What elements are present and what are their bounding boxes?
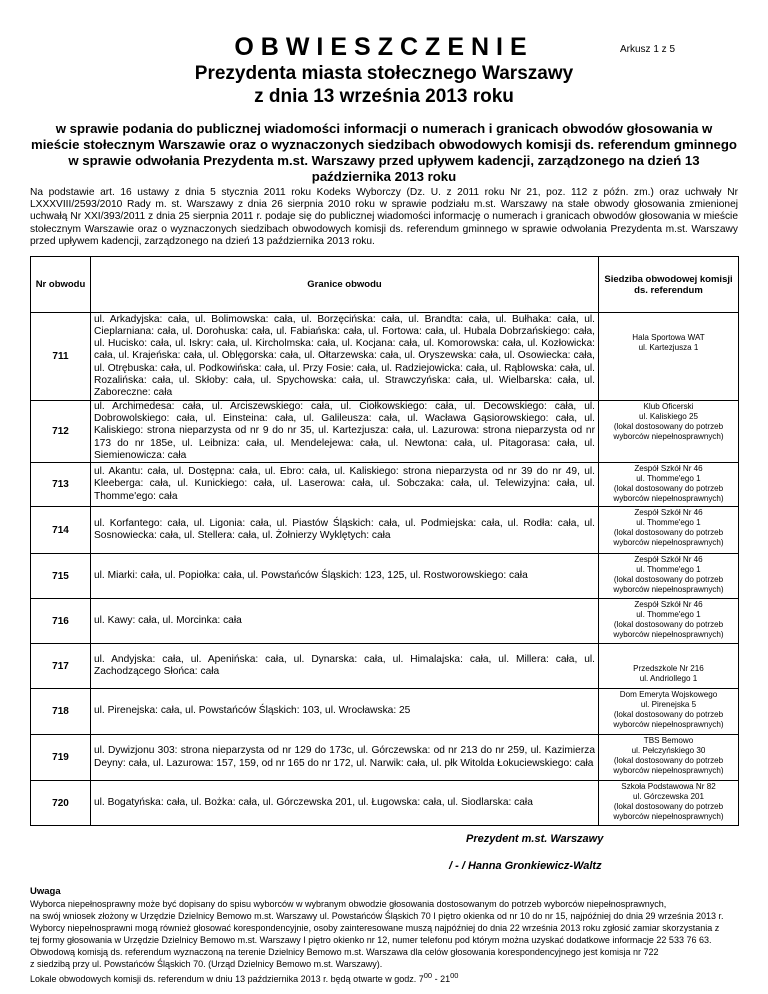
- commission-seat-line: ul. Kartezjusza 1: [638, 343, 699, 352]
- district-number: 717: [31, 644, 91, 689]
- commission-seat: [599, 463, 739, 507]
- table-row: [31, 463, 739, 507]
- commission-seat: [599, 644, 739, 689]
- sheet-number: Arkusz 1 z 5: [620, 44, 676, 55]
- note-line: tej formy głosowania w Urzędzie Dzielnicy Bemowo m.st. Warszawy I piętro okienko nr 12, numer telefonu pod którym można uzyskać dodatkowe informacje 22 533 76 63.: [30, 935, 712, 945]
- note-line: Wyborca niepełnosprawny może być dopisany do spisu wyborców w wybranym obwodzie głosowania dostosowanym do potrzeb wyborców niepełnosprawnych,: [30, 899, 667, 909]
- subtitle-line-2: z dnia 13 września 2013 roku: [254, 86, 514, 107]
- table-row: [31, 401, 739, 463]
- document-heading: w sprawie podania do publicznej wiadomości informacji o numerach i granicach obwodów głosowania w mieście stołecznym Warszawie oraz o wyznaczonych siedzibach obwodowych komisji ds. referendum gminnego w sprawie odwołania Prezydenta m.st. Warszawy przed upływem kadencji, zarządzonego na dzień 13 października 2013 roku: [31, 121, 737, 184]
- commission-seat-line: ul. Thomme'ego 1: [636, 518, 701, 528]
- legal-basis-paragraph: Na podstawie art. 16 ustawy z dnia 5 stycznia 2011 roku Kodeks Wyborczy (Dz. U. z 2011 roku Nr 21, poz. 112 z późn. zm.) oraz uchwały Nr LXXXVIII/2593/2010 Rady m. st. Warszawy z dnia 26 sierpnia 2010 roku w sprawie podziału m.st. Warszawy na stałe obwody głosowania zmienionej uchwałą Nr XXI/393/2011 z dnia 25 sierpnia 2011 r. podaje się do publicznej wiadomości informację o numerach i granicach obwodów głosowania w mieście stołecznym Warszawie oraz o wyznaczonych siedzibach obwodowych komisji ds. referendum gminnego w sprawie odwołania Prezydenta m.st. Warszawy przed upływem kadencji, zarządzonego na dzień 13 października 2013 roku.: [30, 187, 738, 247]
- table-row: [31, 313, 739, 401]
- note-line: Obwodową komisją ds. referendum wyznaczoną na terenie Dzielnicy Bemowo m.st. Warszawa dla celów głosowania korespondencyjnego jest komisja nr 722: [30, 947, 659, 957]
- district-number: 714: [31, 507, 91, 554]
- commission-seat-line: Zespół Szkół Nr 46: [634, 464, 703, 474]
- district-boundaries: ul. Pirenejska: cała, ul. Powstańców Śląskich: 103, ul. Wrocławska: 25: [91, 689, 599, 735]
- commission-seat: [599, 313, 739, 401]
- district-boundaries: ul. Kawy: cała, ul. Morcinka: cała: [91, 599, 599, 644]
- table-row: [31, 781, 739, 826]
- commission-seat: [599, 401, 739, 463]
- commission-seat-line: ul. Andriollego 1: [639, 674, 698, 684]
- district-number: 712: [31, 401, 91, 463]
- district-number: 718: [31, 689, 91, 735]
- district-number: 713: [31, 463, 91, 507]
- district-boundaries: ul. Korfantego: cała, ul. Ligonia: cała, ul. Piastów Śląskich: cała, ul. Podmiejska: cała, ul. Rodła: cała, ul. Sosnowiecka: cała, ul. Stellera: cała, ul. Żołnierzy Wyklętych: cała: [91, 507, 599, 554]
- district-number: 715: [31, 554, 91, 599]
- commission-seat-line: ul. Pirenejska 5: [640, 700, 697, 710]
- district-boundaries: ul. Miarki: cała, ul. Popiołka: cała, ul. Powstańców Śląskich: 123, 125, ul. Rostworowskiego: cała: [91, 554, 599, 599]
- table-row: [31, 554, 739, 599]
- commission-seat-line: (lokal dostosowany do potrzeb: [613, 575, 724, 585]
- commission-seat-line: wyborców niepełnosprawnych): [613, 720, 724, 730]
- note-line: na swój wniosek złożony w Urzędzie Dzielnicy Bemowo m.st. Warszawy ul. Powstańców Śląskich 70 I piętro okienka od nr 10 do nr 15, najpóźniej do dnia 29 września 2013 r.: [30, 911, 724, 921]
- signature-title: Prezydent m.st. Warszawy: [466, 833, 604, 845]
- commission-seat-line: ul. Thomme'ego 1: [636, 474, 701, 484]
- commission-seat-line: ul. Pełczyńskiego 30: [631, 746, 706, 756]
- commission-seat-line: ul. Thomme'ego 1: [636, 565, 701, 575]
- table-row: [31, 735, 739, 781]
- commission-seat-line: wyborców niepełnosprawnych): [613, 812, 724, 822]
- commission-seat-line: (lokal dostosowany do potrzeb: [613, 422, 724, 431]
- commission-seat: [599, 599, 739, 644]
- column-header-siedziba: Siedziba obwodowej komisji ds. referendum: [599, 257, 739, 313]
- commission-seat: [599, 507, 739, 554]
- district-boundaries: ul. Bogatyńska: cała, ul. Bożka: cała, ul. Górczewska 201, ul. Ługowska: cała, ul. Siodlarska: cała: [91, 781, 599, 826]
- commission-seat-line: ul. Kaliskiego 25: [639, 412, 698, 421]
- districts-table: [30, 256, 739, 826]
- note-text: [30, 898, 738, 985]
- commission-seat: [599, 781, 739, 826]
- commission-seat-line: ul. Górczewska 201: [632, 792, 705, 802]
- district-boundaries: ul. Archimedesa: cała, ul. Arciszewskiego: cała, ul. Ciołkowskiego: cała, ul. Decowskiego: cała, ul. Dobrowolskiego: cała, ul. Einsteina: cała, ul. Galileusza: cała, ul. Wacława Gąsiorowskiego: cała, ul. Kaliskiego: strona nieparzysta od nr 9 do nr 35, ul. Kartezjusza: cała, ul. Lazurowa: strona nieparzysta od nr 173 do nr 185e, ul. Leibniza: cała, ul. Mendelejewa: cała, ul. Newtona: cała, ul. Pitagorasa: cała, ul. Siemienowicza: cała: [91, 401, 599, 463]
- commission-seat-line: (lokal dostosowany do potrzeb: [613, 710, 724, 720]
- district-number: 716: [31, 599, 91, 644]
- commission-seat-line: wyborców niepełnosprawnych): [613, 494, 724, 504]
- commission-seat-line: (lokal dostosowany do potrzeb: [613, 756, 724, 766]
- commission-seat-line: Zespół Szkół Nr 46: [634, 555, 703, 565]
- district-boundaries: ul. Akantu: cała, ul. Dostępna: cała, ul. Ebro: cała, ul. Kaliskiego: strona nieparzysta od nr 39 do nr 49, ul. Kleeberga: cała, ul. Kunickiego: cała, ul. Laserowa: cała, ul. Sobczaka: cała, ul. Telewizyjna: cała, ul. Thomme'ego: cała: [91, 463, 599, 507]
- commission-seat-line: Klub Oficerski: [643, 402, 694, 411]
- signature-name: / - / Hanna Gronkiewicz-Waltz: [449, 860, 602, 872]
- table-row: [31, 599, 739, 644]
- district-number: 711: [31, 313, 91, 401]
- note-line-hours: Lokale obwodowych komisji ds. referendum w dniu 13 października 2013 r. będą otwarte w godz. $7^{00} - 21^{00}$: [30, 971, 459, 984]
- district-boundaries: ul. Arkadyjska: cała, ul. Bolimowska: cała, ul. Borzęcińska: cała, ul. Brandta: cała, ul. Bułhaka: cała, ul. Cieplarniana: cała, ul. Dorohuska: cała, ul. Fabiańska: cała, ul. Fortowa: cała, ul. Hubala Dobrzańskiego: cała, ul. Hucisko: cała, ul. Iskry: cała, ul. Kircholmska: cała, ul. Kocjana: cała, ul. Komorowska: cała, ul. Kozłowicka: cała, ul. Krajeńska: cała, ul. Oblęgorska: cała, ul. Ołtarzewska: cała, ul. Oryszewska: cała, ul. Osowiecka: cała, ul. Otrębuska: cała, ul. Podkowińska: cała, ul. Przy Fosie: cała, ul. Radziejowicka: cała, ul. Rąblowska: cała, ul. Rozalińska: cała, ul. Skłoby: cała, ul. Spychowska: cała, ul. Strawczyńska: cała, ul. Wielbarska: cała, ul. Zaboreczne: cała: [91, 313, 599, 401]
- commission-seat-line: Zespół Szkół Nr 46: [634, 600, 703, 610]
- commission-seat-line: (lokal dostosowany do potrzeb: [613, 484, 724, 494]
- commission-seat-line: wyborców niepełnosprawnych): [613, 538, 724, 548]
- commission-seat-line: Szkoła Podstawowa Nr 82: [621, 782, 716, 792]
- note-line: z siedzibą przy ul. Powstańców Śląskich 70. (Urząd Dzielnicy Bemowo m.st. Warszawy).: [30, 959, 383, 969]
- document-subtitle: [0, 62, 768, 108]
- subtitle-line-1: Prezydenta miasta stołecznego Warszawy: [194, 63, 574, 84]
- commission-seat-line: (lokal dostosowany do potrzeb: [613, 528, 724, 538]
- commission-seat-line: wyborców niepełnosprawnych): [613, 585, 724, 595]
- column-header-nr: Nr obwodu: [31, 257, 91, 313]
- table-row: [31, 507, 739, 554]
- district-number: 720: [31, 781, 91, 826]
- commission-seat-line: Hala Sportowa WAT: [632, 333, 705, 342]
- commission-seat: [599, 554, 739, 599]
- commission-seat-line: Dom Emeryta Wojskowego: [619, 690, 718, 700]
- document-title: OBWIESZCZENIE: [234, 33, 534, 61]
- commission-seat-line: (lokal dostosowany do potrzeb: [613, 620, 724, 630]
- note-heading: Uwaga: [30, 886, 61, 897]
- table-row: [31, 644, 739, 689]
- table-row: [31, 689, 739, 735]
- commission-seat-line: wyborców niepełnosprawnych): [613, 630, 724, 640]
- commission-seat-line: wyborców niepełnosprawnych): [613, 766, 724, 776]
- commission-seat-line: ul. Thomme'ego 1: [636, 610, 701, 620]
- note-line: Wyborcy niepełnosprawni mogą również głosować korespondencyjnie, osoby zainteresowane muszą najpóźniej do dnia 22 września 2013 roku zgłosić zamiar skorzystania z: [30, 923, 720, 933]
- districts-table-body: [31, 313, 739, 826]
- district-number: 719: [31, 735, 91, 781]
- district-boundaries: ul. Dywizjonu 303: strona nieparzysta od nr 129 do 173c, ul. Górczewska: od nr 213 do nr 259, ul. Kazimierza Deyny: cała, ul. Lazurowa: 157, 159, od nr 165 do nr 172, ul. Narwik: cała, ul. płk Witolda Łokuciewskiego: cała: [91, 735, 599, 781]
- commission-seat: [599, 689, 739, 735]
- commission-seat-line: (lokal dostosowany do potrzeb: [613, 802, 724, 812]
- column-header-granice: Granice obwodu: [91, 257, 599, 313]
- commission-seat-line: wyborców niepełnosprawnych): [613, 432, 724, 441]
- commission-seat-line: Zespół Szkół Nr 46: [634, 508, 703, 518]
- commission-seat-line: Przedszkole Nr 216: [633, 664, 704, 674]
- commission-seat: [599, 735, 739, 781]
- district-boundaries: ul. Andyjska: cała, ul. Apenińska: cała, ul. Dynarska: cała, ul. Himalajska: cała, ul. Millera: cała, ul. Zachodzącego Słońca: cała: [91, 644, 599, 689]
- commission-seat-line: TBS Bemowo: [643, 736, 694, 746]
